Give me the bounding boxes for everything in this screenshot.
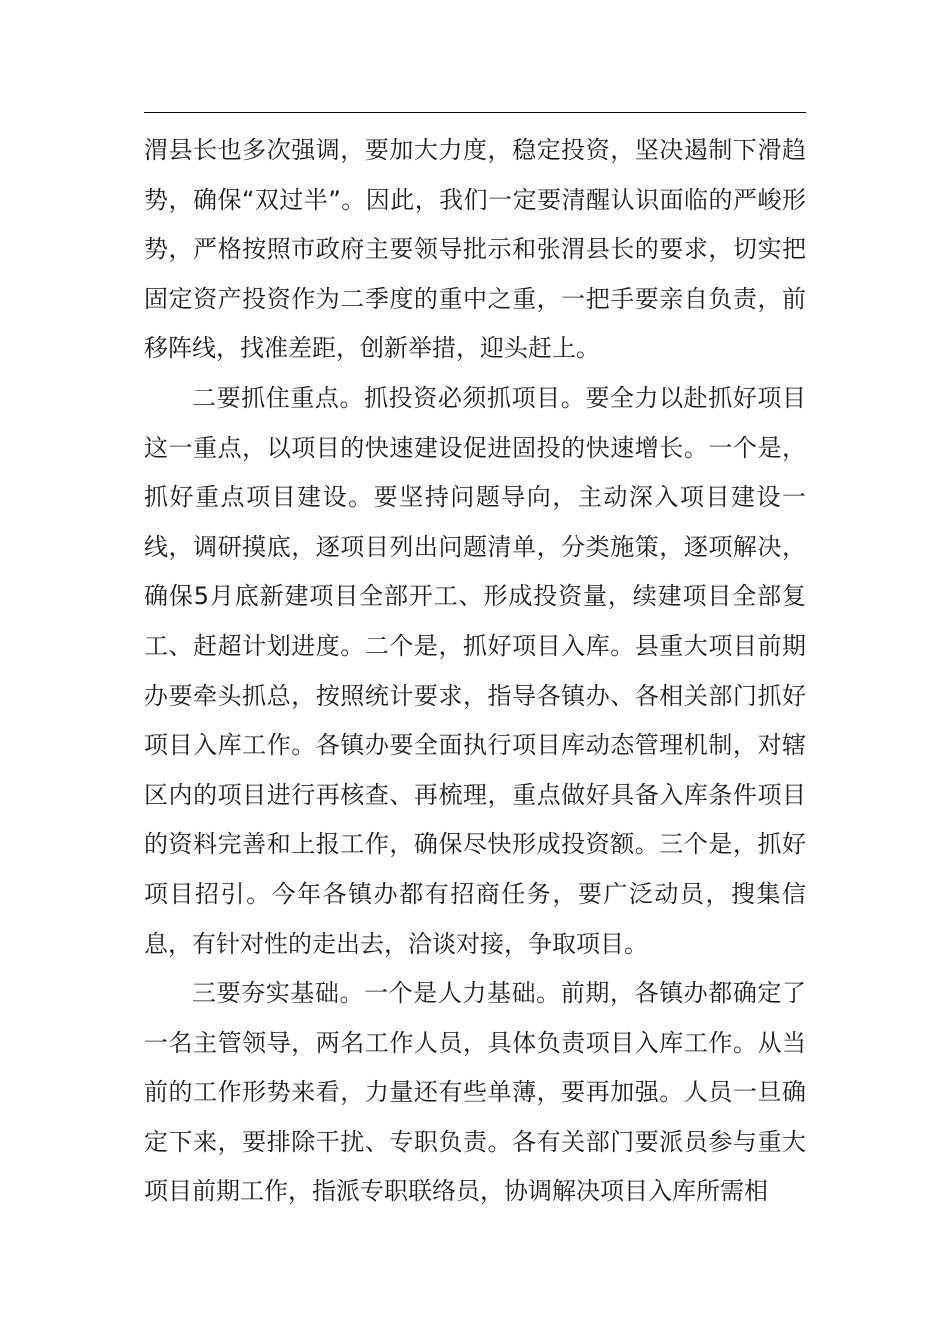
document-body [144, 126, 806, 1217]
paragraph-continuation: 渭县长也多次强调，要加大力度，稳定投资，坚决遏制下滑趋势，确保“双过半”。因此，我们一定要清醒认识面临的严峻形势，严格按照市政府主要领导批示和张渭县长的要求，切实把固定资产投资作为二季度的重中之重，一把手要亲自负责，前移阵线，找准差距，创新举措，迎头赶上。 [144, 136, 806, 363]
paragraph-grasp-key-points: 二要抓住重点。抓投资必须抓项目。要全力以赴抓好项目这一重点，以项目的快速建设促进固投的快速增长。一个是，抓好重点项目建设。要坚持问题导向，主动深入项目建设一线，调研摸底，逐项目列出问题清单，分类施策，逐项解决，确保5月底新建项目全部开工、形成投资量，续建项目全部复工、赶超计划进度。二个是，抓好项目入库。县重大项目前期办要牵头抓总，按照统计要求，指导各镇办、各相关部门抓好项目入库工作。各镇办要全面执行项目库动态管理机制，对辖区内的项目进行再核查、再梳理，重点做好具备入库条件项目的资料完善和上报工作，确保尽快形成投资额。三个是，抓好项目招引。今年各镇办都有招商任务，要广泛动员，搜集信息，有针对性的走出去，洽谈对接，争取项目。 [144, 383, 806, 958]
header-rule [144, 112, 806, 113]
paragraph-consolidate-foundation: 三要夯实基础。一个是人力基础。前期，各镇办都确定了一名主管领导，两名工作人员，具体负责项目入库工作。从当前的工作形势来看，力量还有些单薄，要再加强。人员一旦确定下来，要排除干扰、专职负责。各有关部门要派员参与重大项目前期工作，指派专职联络员，协调解决项目入库所需相 [144, 979, 806, 1206]
